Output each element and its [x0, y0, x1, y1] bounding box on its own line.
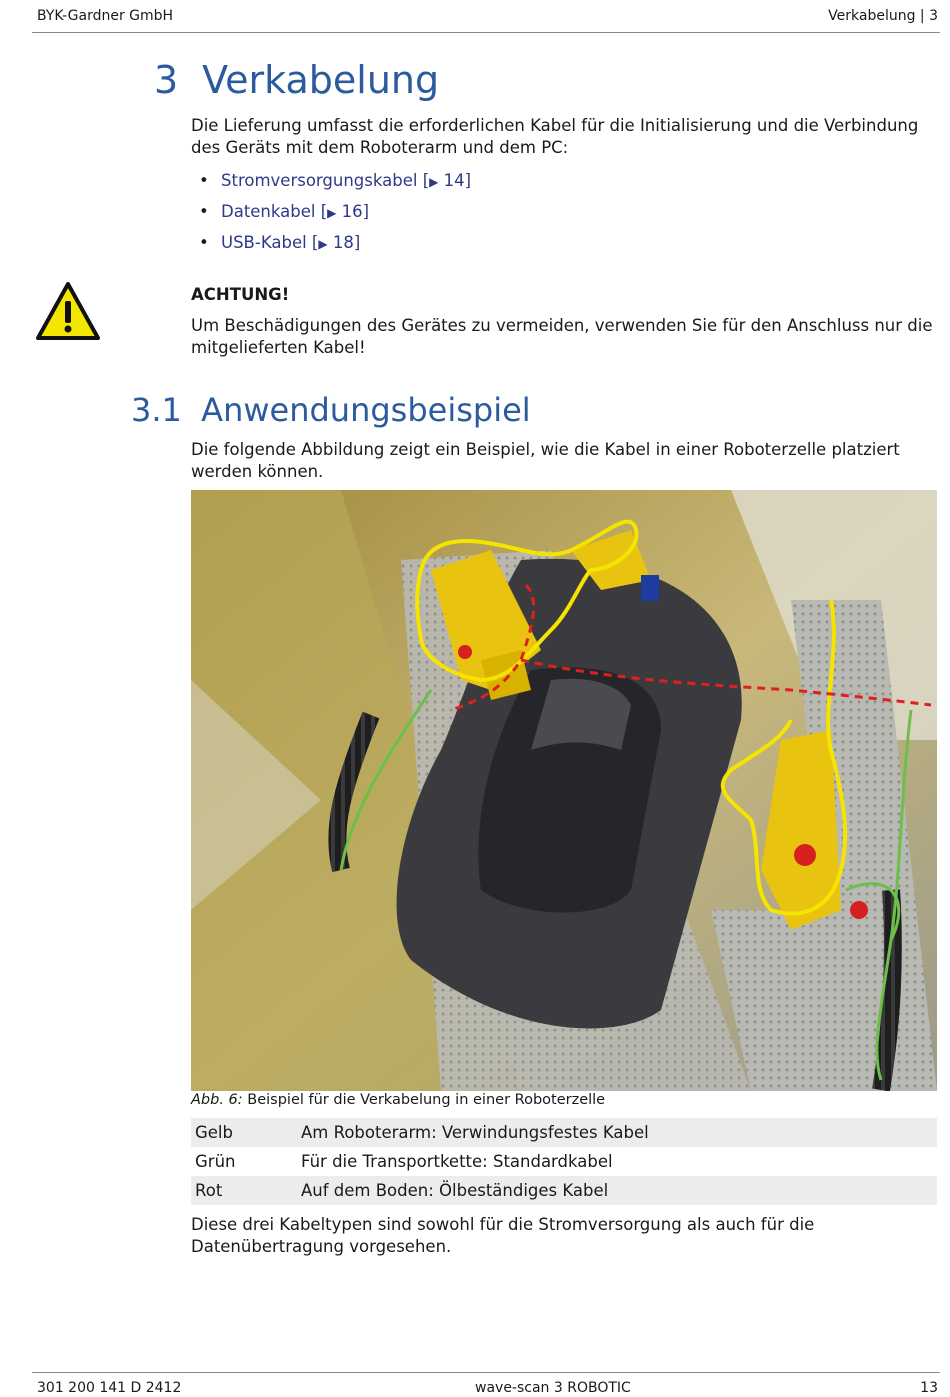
header-section: Verkabelung | 3: [828, 8, 938, 24]
list-item[interactable]: • Stromversorgungskabel [▶ 14]: [199, 171, 472, 190]
cable-link-list: [199, 166, 471, 259]
legend-description: Auf dem Boden: Ölbeständiges Kabel: [297, 1176, 937, 1205]
section-heading: [131, 391, 531, 429]
page-link-arrow-icon: ▶: [327, 206, 337, 220]
footer-product: wave-scan 3 ROBOTIC: [475, 1380, 631, 1396]
figure-caption-text: Beispiel für die Verkabelung in einer Roboterzelle: [242, 1092, 606, 1108]
chapter-heading: [154, 58, 439, 102]
closing-paragraph: Diese drei Kabeltypen sind sowohl für die Stromversorgung als auch für die Datenübertragung vorgesehen.: [191, 1215, 815, 1256]
legend-color: Rot: [191, 1176, 297, 1205]
header-company: BYK-Gardner GmbH: [37, 8, 174, 24]
notice-text: Um Beschädigungen des Gerätes zu vermeiden, verwenden Sie für den Anschluss nur die mitgelieferten Kabel!: [191, 316, 933, 357]
table-row: [191, 1118, 937, 1147]
header-divider: [32, 32, 940, 33]
legend-color: Gelb: [191, 1118, 297, 1147]
chapter-title: Verkabelung: [202, 58, 440, 102]
legend-color: Grün: [191, 1147, 297, 1176]
section-paragraph: Die folgende Abbildung zeigt ein Beispiel, wie die Kabel in einer Roboterzelle platziert werden können.: [191, 440, 900, 481]
link-page[interactable]: 18]: [327, 233, 361, 252]
figure-caption: [191, 1092, 605, 1108]
table-row: [191, 1176, 937, 1205]
cable-legend-table: [191, 1118, 937, 1205]
link-label[interactable]: Datenkabel [: [221, 202, 328, 221]
footer-divider: [32, 1372, 940, 1373]
list-item[interactable]: • USB-Kabel [▶ 18]: [199, 233, 361, 252]
link-label[interactable]: Stromversorgungskabel [: [221, 171, 430, 190]
legend-description: Für die Transportkette: Standardkabel: [297, 1147, 937, 1176]
link-label[interactable]: USB-Kabel [: [221, 233, 319, 252]
list-item[interactable]: • Datenkabel [▶ 16]: [199, 202, 370, 221]
figure-label: Abb. 6:: [191, 1092, 243, 1108]
page-link-arrow-icon: ▶: [318, 237, 328, 251]
footer-page-number: 13: [920, 1380, 938, 1396]
legend-description: Am Roboterarm: Verwindungsfestes Kabel: [297, 1118, 937, 1147]
warning-triangle-icon: [35, 281, 101, 341]
notice-title: ACHTUNG!: [191, 285, 290, 304]
page-link-arrow-icon: ▶: [429, 175, 439, 189]
link-page[interactable]: 14]: [438, 171, 472, 190]
intro-paragraph: Die Lieferung umfasst die erforderlichen Kabel für die Initialisierung und die Verbindung des Geräts mit dem Roboterarm und dem PC:: [191, 116, 919, 157]
section-title: Anwendungsbeispiel: [201, 391, 531, 429]
table-row: [191, 1147, 937, 1176]
link-page[interactable]: 16]: [336, 202, 370, 221]
robot-cell-photo: [191, 490, 937, 1091]
section-number: 3.1: [131, 391, 182, 429]
chapter-number: 3: [154, 58, 179, 102]
footer-doc-number: 301 200 141 D 2412: [37, 1380, 182, 1396]
